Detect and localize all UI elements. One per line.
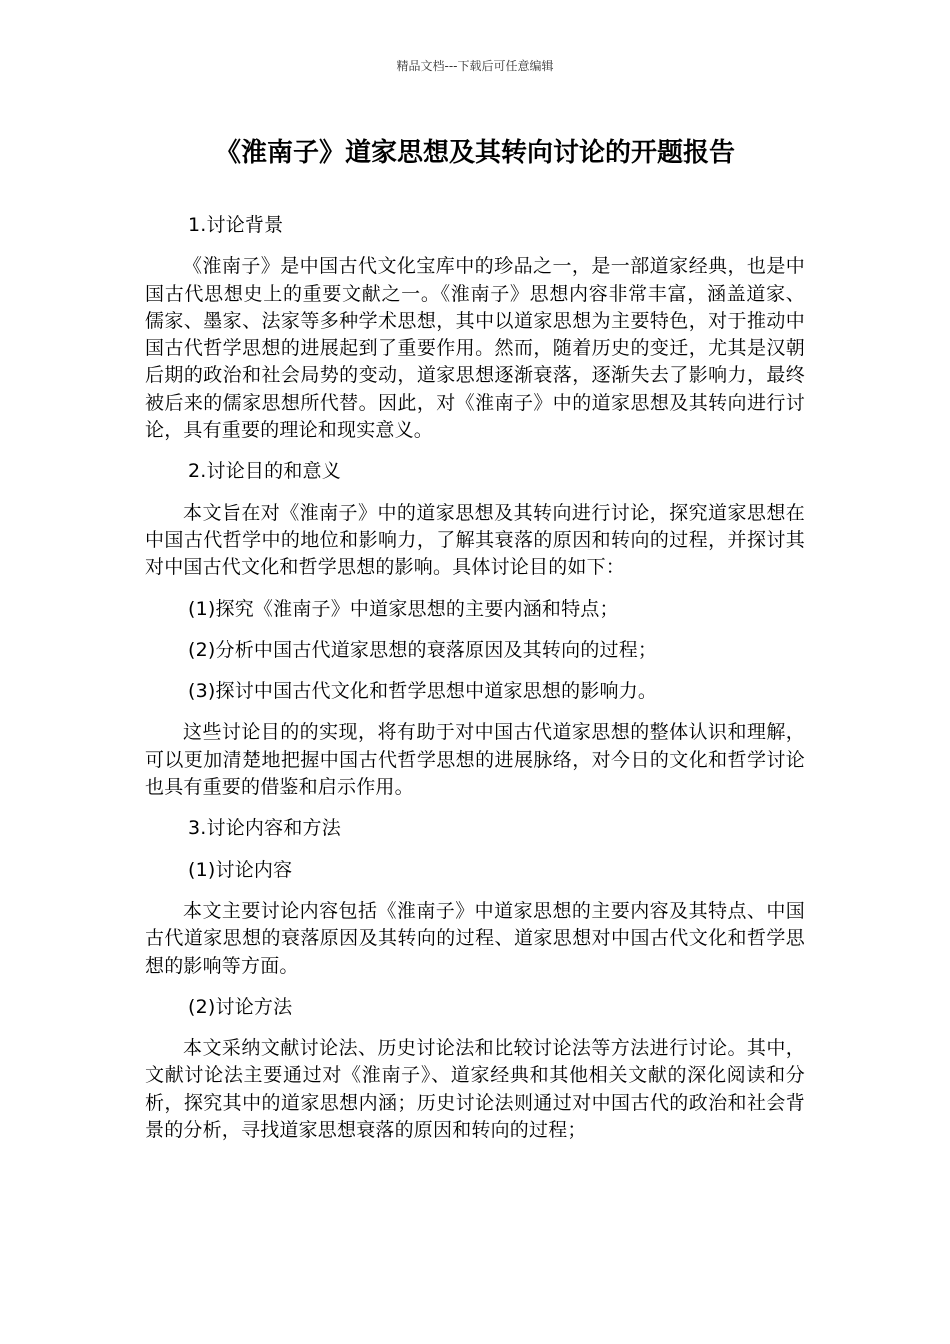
subsection-heading-content: (1)讨论内容 — [188, 858, 293, 881]
method-paragraph: 本文采纳文献讨论法、历史讨论法和比较讨论法等方法进行讨论。其中，文献讨论法主要通过对《淮南子》、道家经典和其他相关文献的深化阅读和分析，探究其中的道家思想内涵；历史讨论法则通过对中国古代的政治和社会背景的分析，寻找道家思想衰落的原因和转向的过程； — [145, 1037, 805, 1142]
document-body — [145, 212, 805, 1158]
content-paragraph: 本文主要讨论内容包括《淮南子》中道家思想的主要内容及其特点、中国古代道家思想的衰落原因及其转向的过程、道家思想对中国古代文化和哲学思想的影响等方面。 — [145, 899, 805, 977]
header-note: 精品文档---下载后可任意编辑 — [396, 59, 554, 73]
background-paragraph: 《淮南子》是中国古代文化宝库中的珍品之一，是一部道家经典，也是中国古代思想史上的重要文献之一。《淮南子》思想内容非常丰富，涵盖道家、儒家、墨家、法家等多种学术思想，其中以道家思想为主要特色，对于推动中国古代哲学思想的进展起到了重要作用。然而，随着历史的变迁，尤其是汉朝后期的政治和社会局势的变动，道家思想逐渐衰落，逐渐失去了影响力，最终被后来的儒家思想所代替。因此，对《淮南子》中的道家思想及其转向进行讨论，具有重要的理论和现实意义。 — [145, 255, 805, 442]
document-title: 《淮南子》道家思想及其转向讨论的开题报告 — [214, 138, 735, 168]
purpose-item-1: (1)探究《淮南子》中道家思想的主要内涵和特点； — [188, 597, 619, 620]
purpose-item-3: (3)探讨中国古代文化和哲学思想中道家思想的影响力。 — [188, 680, 658, 703]
subsection-heading-method: (2)讨论方法 — [188, 995, 293, 1018]
purpose-item-2: (2)分析中国古代道家思想的衰落原因及其转向的过程； — [188, 638, 658, 661]
purpose-paragraph: 本文旨在对《淮南子》中的道家思想及其转向进行讨论，探究道家思想在中国古代哲学中的地位和影响力，了解其衰落的原因和转向的过程，并探讨其对中国古代文化和哲学思想的影响。具体讨论目的如下： — [145, 501, 805, 579]
section-heading-purpose: 2.讨论目的和意义 — [188, 460, 341, 483]
section-heading-background: 1.讨论背景 — [188, 214, 284, 236]
section-heading-content-method: 3.讨论内容和方法 — [188, 817, 341, 840]
significance-paragraph: 这些讨论目的的实现，将有助于对中国古代道家思想的整体认识和理解，可以更加清楚地把握中国古代哲学思想的进展脉络，对今日的文化和哲学讨论也具有重要的借鉴和启示作用。 — [145, 721, 805, 799]
